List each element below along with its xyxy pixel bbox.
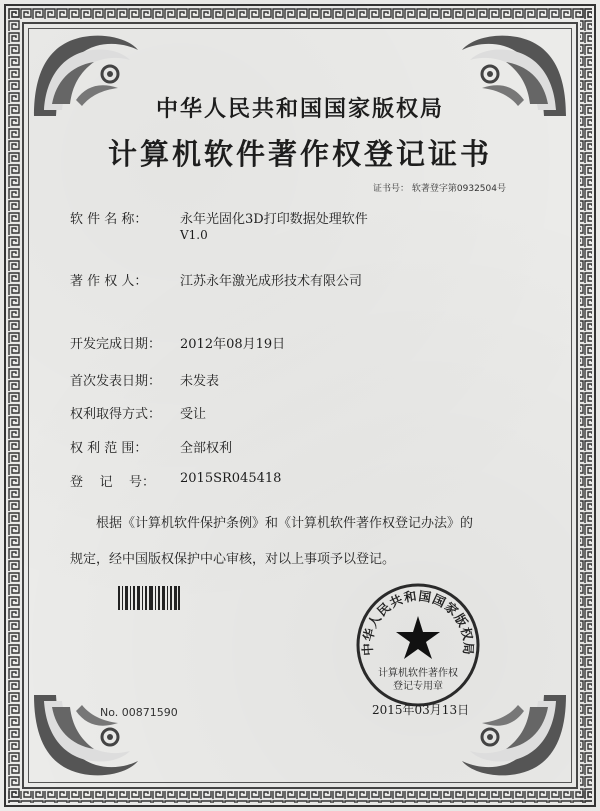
- seal-ring-text: 中华人民共和国国家版权局: [359, 588, 477, 657]
- seal-line-1: 计算机软件著作权: [378, 668, 458, 679]
- serial-number: No. 00871590: [100, 706, 178, 719]
- field-label: 开发完成日期：: [70, 337, 162, 352]
- field-rights-scope: [70, 437, 233, 456]
- field-value: 2012年08月19日: [180, 337, 286, 352]
- certificate-number: [373, 181, 506, 194]
- certificate-number-label: 证书号：: [373, 184, 410, 194]
- field-value: 未发表: [180, 374, 220, 389]
- field-value: 受让: [180, 407, 207, 422]
- field-value: 永年光固化3D打印数据处理软件: [180, 212, 368, 227]
- field-label: 权利取得方式：: [70, 407, 162, 422]
- field-software-name: [70, 208, 368, 227]
- issuing-authority: 中华人民共和国国家版权局: [155, 96, 444, 122]
- statement-line-1: 根据《计算机软件保护条例》和《计算机软件著作权登记办法》的: [96, 516, 474, 531]
- statement-line-2: 规定，经中国版权保护中心审核，对以上事项予以登记。: [70, 552, 396, 567]
- official-seal-icon: [355, 582, 481, 708]
- barcode-icon: [118, 586, 180, 610]
- field-value: 全部权利: [180, 441, 233, 456]
- field-value: 2015SR045418: [180, 471, 282, 486]
- field-completion-date: [70, 333, 286, 352]
- field-label: 软 件 名 称：: [70, 212, 148, 227]
- corner-ornament-icon: [30, 691, 142, 781]
- field-copyright-owner: [70, 270, 363, 289]
- certificate-title: 计算机软件著作权登记证书: [107, 137, 492, 171]
- field-registration-number: [70, 471, 282, 490]
- field-label: 登 记 号：: [70, 475, 156, 490]
- software-version: V1.0: [180, 228, 208, 242]
- field-label: 首次发表日期：: [70, 374, 162, 389]
- field-value: 江苏永年激光成形技术有限公司: [180, 274, 363, 289]
- field-publication-date: [70, 370, 220, 389]
- issue-date: 2015年03月13日: [372, 703, 470, 717]
- seal-line-2: 登记专用章: [393, 681, 443, 692]
- field-label: 权 利 范 围：: [70, 441, 148, 456]
- field-label: 著 作 权 人：: [70, 274, 148, 289]
- field-acquisition-method: [70, 403, 207, 422]
- certificate-number-value: 软著登字第0932504号: [411, 184, 506, 194]
